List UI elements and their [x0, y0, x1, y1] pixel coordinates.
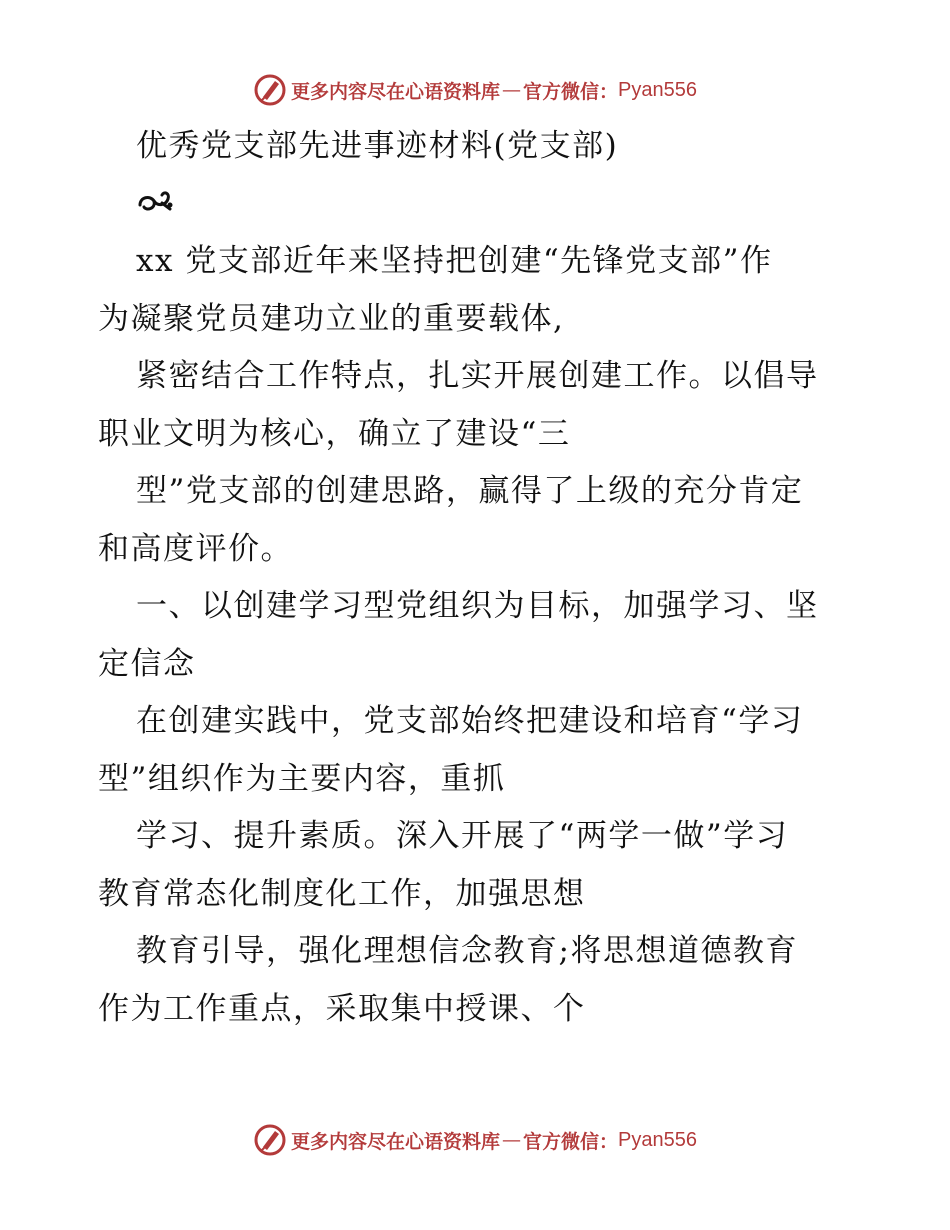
banner-sub-text: 官方微信：	[523, 1130, 619, 1153]
paragraph-line: 学习、提升素质。深入开展了“两学一做”学习	[136, 818, 789, 854]
fleuron-ornament-icon	[136, 189, 174, 219]
paragraph-line: 在创建实践中，党支部始终把建设和培育“学习	[136, 703, 804, 739]
paragraph-line: 教育常态化制度化工作，加强思想	[98, 875, 586, 912]
banner-dash: —	[502, 79, 522, 101]
paragraph-line: 作为工作重点，采取集中授课、个	[98, 990, 586, 1027]
paragraph-line: 紧密结合工作特点，扎实开展创建工作。以倡导	[136, 358, 819, 394]
banner-sub-text: 官方微信：	[523, 80, 619, 103]
paragraph-line: 教育引导，强化理想信念教育;将思想道德教育	[136, 933, 798, 969]
paragraph-line: 职业文明为核心，确立了建设“三	[98, 415, 571, 452]
paragraph-line: 为凝聚党员建功立业的重要载体,	[98, 300, 565, 337]
document-body	[98, 118, 858, 1038]
ornament-row	[98, 176, 858, 234]
paragraph-line: 和高度评价。	[98, 530, 293, 567]
pen-circle-logo-icon	[253, 1123, 287, 1157]
paragraph-line: 型”党支部的创建思路，赢得了上级的充分肯定	[136, 473, 804, 509]
pen-circle-logo-icon	[253, 73, 287, 107]
header-banner	[0, 70, 950, 110]
banner-handle: Pyan556	[618, 1128, 697, 1151]
banner-main-text: 更多内容尽在心语资料库	[291, 1130, 501, 1153]
paragraph-line: 型”组织作为主要内容，重抓	[98, 760, 506, 797]
section-heading-line: 定信念	[98, 645, 196, 682]
banner-main-text: 更多内容尽在心语资料库	[291, 80, 501, 103]
document-title: 优秀党支部先进事迹材料(党支部)	[136, 128, 619, 164]
section-heading-line: 一、以创建学习型党组织为目标，加强学习、坚	[136, 588, 819, 624]
banner-handle: Pyan556	[618, 78, 697, 101]
paragraph-line: xx 党支部近年来坚持把创建“先锋党支部”作	[136, 243, 773, 279]
banner-dash: —	[502, 1129, 522, 1151]
footer-banner	[0, 1120, 950, 1160]
